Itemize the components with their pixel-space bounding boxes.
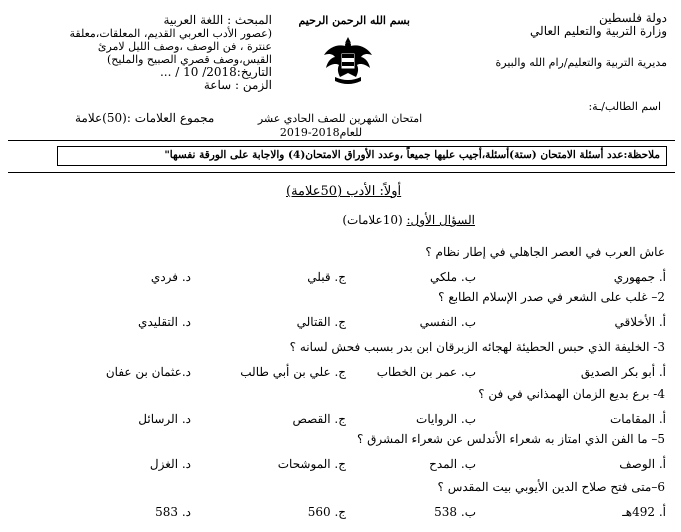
header-right-block (496, 12, 667, 69)
question-text: 6–متى فتح صلاح الدين الأيوبي بيت المقدس ؟ (437, 480, 665, 494)
question1-label: السؤال الأول: (406, 213, 475, 227)
answer-option[interactable]: د. الرسائل (138, 412, 191, 426)
answer-option[interactable]: د. الغزل (149, 457, 191, 471)
answer-option[interactable]: أ. الأخلاقي (614, 315, 666, 329)
answer-option[interactable]: أ. أبو بكر الصديق (580, 365, 666, 379)
answer-option[interactable]: ج. القصص (292, 412, 346, 426)
answer-option[interactable]: أ. جمهوري (613, 270, 666, 284)
answer-option[interactable]: ب. 538 (434, 505, 476, 519)
note-divider (8, 172, 675, 173)
exam-title-line1: امتحان الشهرين للصف الحادي عشر (257, 112, 423, 125)
duration-line: الزمن : ساعة (203, 78, 272, 92)
question-text: 4- برع بديع الزمان الهمذاني في فن ؟ (478, 387, 665, 401)
topics-line-3: القيس،وصف قصري الصبيح والمليح) (107, 53, 272, 66)
answer-option[interactable]: أ. الوصف (619, 457, 666, 471)
total-marks: مجموع العلامات :(50)علامة (75, 111, 215, 125)
question1-title (342, 213, 475, 227)
answer-option[interactable]: ب. ملكي (430, 270, 476, 284)
section-title: أولاً: الأدب (50علامة) (286, 184, 402, 199)
answer-option[interactable]: ب. عمر بن الخطاب (376, 365, 476, 379)
answer-option[interactable]: د. التقليدي (138, 315, 191, 329)
question-text: 2– غلب على الشعر في صدر الإسلام الطابع ؟ (438, 290, 665, 304)
question-text: عاش العرب في العصر الجاهلي في إطار نظام ؟ (425, 245, 665, 259)
student-name-label: اسم الطالب/ـة: (588, 100, 661, 113)
exam-title-line2: للعام2018-2019 (279, 126, 363, 139)
basmala: بسم الله الرحمن الرحيم (298, 14, 410, 27)
answer-option[interactable]: ج. 560 (307, 505, 346, 519)
exam-title (245, 112, 435, 140)
ministry-name: وزارة التربية والتعليم العالي (530, 24, 667, 38)
country-name: دولة فلسطين (598, 11, 667, 25)
answer-option[interactable]: ب. النفسي (419, 315, 476, 329)
topics-line-1: (عصور الأدب العربي القديم، المعلقات،معلقة (69, 27, 272, 40)
subject-line: المبحث : اللغة العربية (163, 13, 272, 27)
answer-option[interactable]: د.عثمان بن عفان (105, 365, 191, 379)
answer-option[interactable]: ج. الموشحات (277, 457, 346, 471)
answer-option[interactable]: ج. علي بن أبي طالب (240, 365, 346, 379)
palestine-eagle-icon (321, 33, 375, 87)
answer-option[interactable]: ب. الروايات (416, 412, 476, 426)
question1-marks: (10علامات) (342, 213, 403, 227)
header-divider (8, 140, 675, 141)
answer-option[interactable]: ج. القتالي (296, 315, 346, 329)
date-line: التاريخ:2018/ 10 / ... (159, 65, 272, 79)
answer-option[interactable]: ج. قبلي (307, 270, 346, 284)
answer-option[interactable]: ب. المدح (429, 457, 476, 471)
subject-info-block (60, 14, 272, 92)
answer-option[interactable]: أ. 492هـ (622, 505, 666, 519)
directorate-name: مديرية التربية والتعليم/رام الله والبيرة (495, 56, 667, 69)
topics-line-2: عنترة ، فن الوصف ،وصف الليل لامرئ (97, 40, 272, 53)
question-text: 5– ما الفن الذي امتاز به شعراء الأندلس عن شعراء المشرق ؟ (356, 432, 665, 446)
exam-note-box: ملاحظة:عدد أسئلة الامتحان (ستة)أسئلة،أجيب عليها جميعاً ،وعدد الأوراق الامتحان(4) والاجابة على الورقة نفسها" (57, 146, 667, 166)
answer-option[interactable]: د. 583 (155, 505, 191, 519)
answer-option[interactable]: د. فردي (150, 270, 191, 284)
answer-option[interactable]: أ. المقامات (610, 412, 666, 426)
question-text: 3- الخليفة الذي حبس الحطيئة لهجائه الزبرقان ابن بدر بسبب فحش لسانه ؟ (289, 340, 665, 354)
